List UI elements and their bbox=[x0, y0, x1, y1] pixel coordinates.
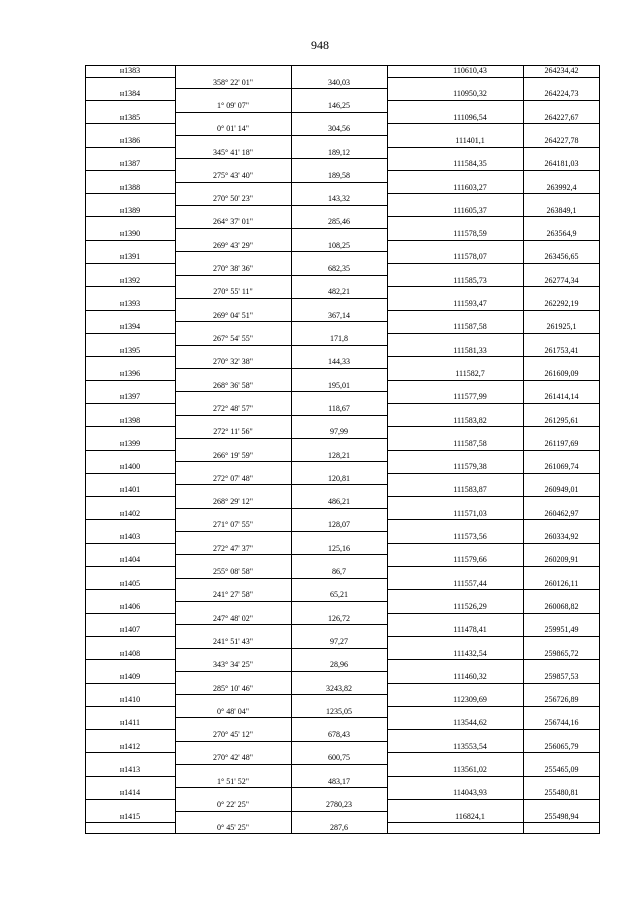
y-coordinate: 262774,34 bbox=[544, 275, 579, 285]
x-coordinate: 111583,87 bbox=[453, 485, 487, 495]
x-coordinate: 111579,66 bbox=[453, 555, 487, 565]
column-divider bbox=[291, 65, 292, 834]
direction-angle: 343° 34' 25" bbox=[213, 660, 253, 670]
row-divider bbox=[175, 578, 387, 579]
segment-length: 304,56 bbox=[328, 124, 350, 134]
segment-length: 340,03 bbox=[328, 77, 350, 87]
direction-angle: 270° 32' 38" bbox=[213, 357, 253, 367]
row-divider bbox=[387, 636, 600, 637]
point-name: н1383 bbox=[119, 66, 141, 75]
row-divider bbox=[85, 543, 175, 544]
row-divider bbox=[175, 112, 387, 113]
page-number: 948 bbox=[311, 38, 329, 52]
x-coordinate: 111096,54 bbox=[453, 112, 487, 122]
y-coordinate: 260462,97 bbox=[544, 508, 579, 518]
x-coordinate: 111578,07 bbox=[453, 252, 487, 262]
y-coordinate: 263992,4 bbox=[546, 182, 577, 192]
direction-angle: 241° 51' 43" bbox=[213, 636, 253, 646]
segment-length: 367,14 bbox=[328, 310, 350, 320]
row-divider bbox=[85, 566, 175, 567]
row-divider bbox=[387, 286, 600, 287]
row-divider bbox=[85, 380, 175, 381]
row-divider bbox=[387, 240, 600, 241]
row-divider bbox=[175, 554, 387, 555]
x-coordinate: 111573,56 bbox=[453, 532, 487, 542]
row-divider bbox=[175, 88, 387, 89]
segment-length: 128,21 bbox=[328, 450, 350, 460]
segment-length: 189,12 bbox=[328, 147, 350, 157]
row-divider bbox=[85, 356, 175, 357]
row-divider bbox=[85, 333, 175, 334]
row-divider bbox=[85, 450, 175, 451]
row-divider bbox=[175, 135, 387, 136]
x-coordinate: 111577,99 bbox=[453, 392, 487, 402]
y-coordinate: 264234,42 bbox=[544, 66, 579, 75]
point-name: н1409 bbox=[119, 671, 141, 681]
direction-angle: 0° 01' 14" bbox=[217, 124, 249, 134]
row-divider bbox=[387, 659, 600, 660]
direction-angle: 1° 51' 52" bbox=[217, 776, 249, 786]
column-divider bbox=[175, 65, 176, 834]
x-coordinate: 111557,44 bbox=[453, 578, 487, 588]
x-coordinate: 111587,58 bbox=[453, 322, 487, 332]
y-coordinate: 261197,69 bbox=[544, 438, 579, 448]
row-divider bbox=[85, 636, 175, 637]
y-coordinate: 259857,53 bbox=[544, 671, 579, 681]
point-name: н1390 bbox=[119, 229, 141, 239]
point-name: н1399 bbox=[119, 438, 141, 448]
row-divider bbox=[387, 147, 600, 148]
segment-length: 486,21 bbox=[328, 497, 350, 507]
row-divider bbox=[85, 799, 175, 800]
segment-length: 128,07 bbox=[328, 520, 350, 530]
y-coordinate: 260068,82 bbox=[544, 601, 579, 611]
row-divider bbox=[387, 473, 600, 474]
direction-angle: 269° 04' 51" bbox=[213, 310, 253, 320]
segment-length: 1235,05 bbox=[326, 706, 352, 716]
point-name: н1385 bbox=[119, 112, 141, 122]
y-coordinate: 264224,73 bbox=[544, 89, 579, 99]
row-divider bbox=[175, 438, 387, 439]
row-divider bbox=[85, 589, 175, 590]
row-divider bbox=[387, 426, 600, 427]
y-coordinate: 256065,79 bbox=[544, 741, 579, 751]
direction-angle: 271° 07' 55" bbox=[213, 520, 253, 530]
direction-angle: 272° 11' 56" bbox=[213, 427, 253, 437]
row-divider bbox=[175, 531, 387, 532]
segment-length: 120,81 bbox=[328, 473, 350, 483]
direction-angle: 270° 55' 11" bbox=[213, 287, 253, 297]
y-coordinate: 255498,94 bbox=[544, 811, 579, 821]
row-divider bbox=[85, 193, 175, 194]
row-divider bbox=[85, 170, 175, 171]
y-coordinate: 259951,49 bbox=[544, 625, 579, 635]
row-divider bbox=[175, 811, 387, 812]
row-divider bbox=[175, 508, 387, 509]
direction-angle: 268° 36' 58" bbox=[213, 380, 253, 390]
direction-angle: 272° 47' 37" bbox=[213, 543, 253, 553]
direction-angle: 247° 48' 02" bbox=[213, 613, 253, 623]
row-divider bbox=[387, 566, 600, 567]
row-divider bbox=[175, 484, 387, 485]
row-divider bbox=[387, 216, 600, 217]
direction-angle: 270° 38' 36" bbox=[213, 264, 253, 274]
row-divider bbox=[175, 391, 387, 392]
row-divider bbox=[85, 426, 175, 427]
point-name: н1391 bbox=[119, 252, 141, 262]
direction-angle: 0° 45' 25" bbox=[217, 823, 249, 833]
row-divider bbox=[175, 764, 387, 765]
direction-angle: 272° 07' 48" bbox=[213, 473, 253, 483]
segment-length: 171,8 bbox=[330, 333, 348, 343]
point-name: н1386 bbox=[119, 135, 141, 145]
row-divider bbox=[175, 182, 387, 183]
segment-length: 195,01 bbox=[328, 380, 350, 390]
segment-length: 285,46 bbox=[328, 217, 350, 227]
x-coordinate: 111526,29 bbox=[453, 601, 487, 611]
row-divider bbox=[85, 752, 175, 753]
y-coordinate: 255465,09 bbox=[544, 765, 579, 775]
row-divider bbox=[387, 100, 600, 101]
x-coordinate: 111583,82 bbox=[453, 415, 487, 425]
y-coordinate: 263456,65 bbox=[544, 252, 579, 262]
point-name: н1393 bbox=[119, 299, 141, 309]
row-divider bbox=[387, 380, 600, 381]
x-coordinate: 113561,02 bbox=[453, 765, 487, 775]
segment-length: 97,99 bbox=[330, 427, 348, 437]
segment-length: 2780,23 bbox=[326, 800, 352, 810]
row-divider bbox=[387, 543, 600, 544]
row-divider bbox=[85, 216, 175, 217]
point-name: н1395 bbox=[119, 345, 141, 355]
x-coordinate: 111584,35 bbox=[453, 159, 487, 169]
row-divider bbox=[387, 333, 600, 334]
row-divider bbox=[387, 450, 600, 451]
y-coordinate: 260126,11 bbox=[544, 578, 579, 588]
direction-angle: 266° 19' 59" bbox=[213, 450, 253, 460]
row-divider bbox=[387, 310, 600, 311]
direction-angle: 345° 41' 18" bbox=[213, 147, 253, 157]
row-divider bbox=[85, 263, 175, 264]
x-coordinate: 110950,32 bbox=[453, 89, 487, 99]
row-divider bbox=[175, 251, 387, 252]
row-divider bbox=[387, 822, 600, 823]
x-coordinate: 111582,7 bbox=[455, 368, 485, 378]
point-name: н1403 bbox=[119, 532, 141, 542]
y-coordinate: 259865,72 bbox=[544, 648, 579, 658]
segment-length: 682,35 bbox=[328, 264, 350, 274]
x-coordinate: 111432,54 bbox=[453, 648, 487, 658]
segment-length: 600,75 bbox=[328, 753, 350, 763]
y-coordinate: 262292,19 bbox=[544, 299, 579, 309]
segment-length: 65,21 bbox=[330, 590, 348, 600]
row-divider bbox=[175, 368, 387, 369]
row-divider bbox=[175, 601, 387, 602]
point-name: н1408 bbox=[119, 648, 141, 658]
direction-angle: 0° 22' 25" bbox=[217, 800, 249, 810]
row-divider bbox=[175, 624, 387, 625]
row-divider bbox=[85, 100, 175, 101]
row-divider bbox=[387, 263, 600, 264]
point-name: н1413 bbox=[119, 765, 141, 775]
x-coordinate: 111460,32 bbox=[453, 671, 487, 681]
point-name: н1397 bbox=[119, 392, 141, 402]
point-name: н1401 bbox=[119, 485, 141, 495]
row-divider bbox=[85, 519, 175, 520]
point-name: н1405 bbox=[119, 578, 141, 588]
row-divider bbox=[85, 147, 175, 148]
row-divider bbox=[387, 403, 600, 404]
y-coordinate: 256744,16 bbox=[544, 718, 579, 728]
row-divider bbox=[85, 613, 175, 614]
x-coordinate: 114043,93 bbox=[453, 788, 487, 798]
row-divider bbox=[175, 158, 387, 159]
segment-length: 482,21 bbox=[328, 287, 350, 297]
row-divider bbox=[85, 123, 175, 124]
row-divider bbox=[387, 752, 600, 753]
x-coordinate: 111603,27 bbox=[453, 182, 487, 192]
segment-length: 86,7 bbox=[332, 567, 346, 576]
point-name: н1384 bbox=[119, 89, 141, 99]
row-divider bbox=[387, 519, 600, 520]
row-divider bbox=[175, 345, 387, 346]
row-divider bbox=[387, 123, 600, 124]
x-coordinate: 111401,1 bbox=[455, 135, 485, 145]
segment-length: 97,27 bbox=[330, 636, 348, 646]
point-name: н1396 bbox=[119, 368, 141, 378]
point-name: н1414 bbox=[119, 788, 141, 798]
row-divider bbox=[175, 275, 387, 276]
y-coordinate: 260334,92 bbox=[544, 532, 579, 542]
x-coordinate: 111593,47 bbox=[453, 299, 487, 309]
y-coordinate: 264181,03 bbox=[544, 159, 579, 169]
direction-angle: 0° 48' 04" bbox=[217, 706, 249, 716]
row-divider bbox=[175, 671, 387, 672]
y-coordinate: 264227,67 bbox=[544, 112, 579, 122]
direction-angle: 264° 37' 01" bbox=[213, 217, 253, 227]
row-divider bbox=[85, 776, 175, 777]
row-divider bbox=[85, 496, 175, 497]
direction-angle: 1° 09' 07" bbox=[217, 100, 249, 110]
row-divider bbox=[175, 298, 387, 299]
row-divider bbox=[175, 228, 387, 229]
y-coordinate: 261609,09 bbox=[544, 368, 579, 378]
row-divider bbox=[387, 683, 600, 684]
point-name: н1411 bbox=[120, 718, 140, 728]
x-coordinate: 111578,59 bbox=[453, 229, 487, 239]
point-name: н1402 bbox=[119, 508, 141, 518]
direction-angle: 241° 27' 58" bbox=[213, 590, 253, 600]
segment-length: 143,32 bbox=[328, 194, 350, 204]
row-divider bbox=[387, 77, 600, 78]
direction-angle: 275° 43' 40" bbox=[213, 170, 253, 180]
segment-length: 28,96 bbox=[330, 660, 348, 670]
row-divider bbox=[387, 613, 600, 614]
row-divider bbox=[85, 286, 175, 287]
point-name: н1406 bbox=[119, 601, 141, 611]
y-coordinate: 261069,74 bbox=[544, 462, 579, 472]
x-coordinate: 111571,03 bbox=[453, 508, 487, 518]
row-divider bbox=[85, 706, 175, 707]
row-divider bbox=[387, 799, 600, 800]
y-coordinate: 261753,41 bbox=[544, 345, 579, 355]
row-divider bbox=[85, 659, 175, 660]
row-divider bbox=[85, 822, 175, 823]
row-divider bbox=[387, 356, 600, 357]
point-name: н1389 bbox=[119, 205, 141, 215]
row-divider bbox=[175, 787, 387, 788]
row-divider bbox=[175, 415, 387, 416]
point-name: н1387 bbox=[119, 159, 141, 169]
y-coordinate: 256726,89 bbox=[544, 695, 579, 705]
coordinates-table bbox=[85, 65, 600, 834]
x-coordinate: 111587,58 bbox=[453, 438, 487, 448]
direction-angle: 269° 43' 29" bbox=[213, 240, 253, 250]
row-divider bbox=[175, 648, 387, 649]
row-divider bbox=[175, 741, 387, 742]
x-coordinate: 111585,73 bbox=[453, 275, 487, 285]
point-name: н1412 bbox=[119, 741, 141, 751]
row-divider bbox=[387, 589, 600, 590]
point-name: н1394 bbox=[119, 322, 141, 332]
direction-angle: 272° 48' 57" bbox=[213, 403, 253, 413]
point-name: н1392 bbox=[119, 275, 141, 285]
row-divider bbox=[387, 776, 600, 777]
y-coordinate: 260949,01 bbox=[544, 485, 579, 495]
row-divider bbox=[85, 77, 175, 78]
row-divider bbox=[387, 706, 600, 707]
y-coordinate: 261925,1 bbox=[546, 322, 577, 332]
row-divider bbox=[387, 193, 600, 194]
y-coordinate: 255480,81 bbox=[544, 788, 579, 798]
y-coordinate: 261414,14 bbox=[544, 392, 579, 402]
point-name: н1398 bbox=[119, 415, 141, 425]
segment-length: 118,67 bbox=[328, 403, 350, 413]
row-divider bbox=[387, 729, 600, 730]
direction-angle: 358° 22' 01" bbox=[213, 77, 253, 87]
y-coordinate: 263849,1 bbox=[546, 205, 577, 215]
segment-length: 125,16 bbox=[328, 543, 350, 553]
segment-length: 3243,82 bbox=[326, 683, 352, 693]
segment-length: 126,72 bbox=[328, 613, 350, 623]
direction-angle: 270° 42' 48" bbox=[213, 753, 253, 763]
segment-length: 678,43 bbox=[328, 730, 350, 740]
x-coordinate: 116824,1 bbox=[455, 811, 485, 821]
point-name: н1410 bbox=[119, 695, 141, 705]
row-divider bbox=[85, 310, 175, 311]
segment-length: 483,17 bbox=[328, 776, 350, 786]
row-divider bbox=[175, 717, 387, 718]
row-divider bbox=[387, 496, 600, 497]
direction-angle: 285° 10' 46" bbox=[213, 683, 253, 693]
row-divider bbox=[175, 461, 387, 462]
x-coordinate: 110610,43 bbox=[453, 66, 487, 75]
point-name: н1407 bbox=[119, 625, 141, 635]
row-divider bbox=[387, 170, 600, 171]
row-divider bbox=[85, 683, 175, 684]
y-coordinate: 264227,78 bbox=[544, 135, 579, 145]
direction-angle: 270° 45' 12" bbox=[213, 730, 253, 740]
segment-length: 108,25 bbox=[328, 240, 350, 250]
row-divider bbox=[85, 403, 175, 404]
y-coordinate: 260209,91 bbox=[544, 555, 579, 565]
row-divider bbox=[85, 729, 175, 730]
y-coordinate: 261295,61 bbox=[544, 415, 579, 425]
row-divider bbox=[85, 240, 175, 241]
direction-angle: 267° 54' 55" bbox=[213, 333, 253, 343]
row-divider bbox=[175, 694, 387, 695]
point-name: н1400 bbox=[119, 462, 141, 472]
x-coordinate: 111579,38 bbox=[453, 462, 487, 472]
x-coordinate: 112309,69 bbox=[453, 695, 487, 705]
row-divider bbox=[85, 473, 175, 474]
row-divider bbox=[175, 321, 387, 322]
point-name: н1415 bbox=[119, 811, 141, 821]
x-coordinate: 113553,54 bbox=[453, 741, 487, 751]
x-coordinate: 111478,41 bbox=[453, 625, 487, 635]
segment-length: 144,33 bbox=[328, 357, 350, 367]
point-name: н1388 bbox=[119, 182, 141, 192]
row-divider bbox=[175, 205, 387, 206]
point-name: н1404 bbox=[119, 555, 141, 565]
x-coordinate: 111605,37 bbox=[453, 205, 487, 215]
x-coordinate: 113544,62 bbox=[453, 718, 487, 728]
segment-length: 287,6 bbox=[330, 823, 348, 833]
x-coordinate: 111581,33 bbox=[453, 345, 487, 355]
y-coordinate: 263564,9 bbox=[546, 229, 577, 239]
segment-length: 189,58 bbox=[328, 170, 350, 180]
direction-angle: 255° 08' 58" bbox=[213, 567, 253, 576]
direction-angle: 268° 29' 12" bbox=[213, 497, 253, 507]
direction-angle: 270° 50' 23" bbox=[213, 194, 253, 204]
segment-length: 146,25 bbox=[328, 100, 350, 110]
